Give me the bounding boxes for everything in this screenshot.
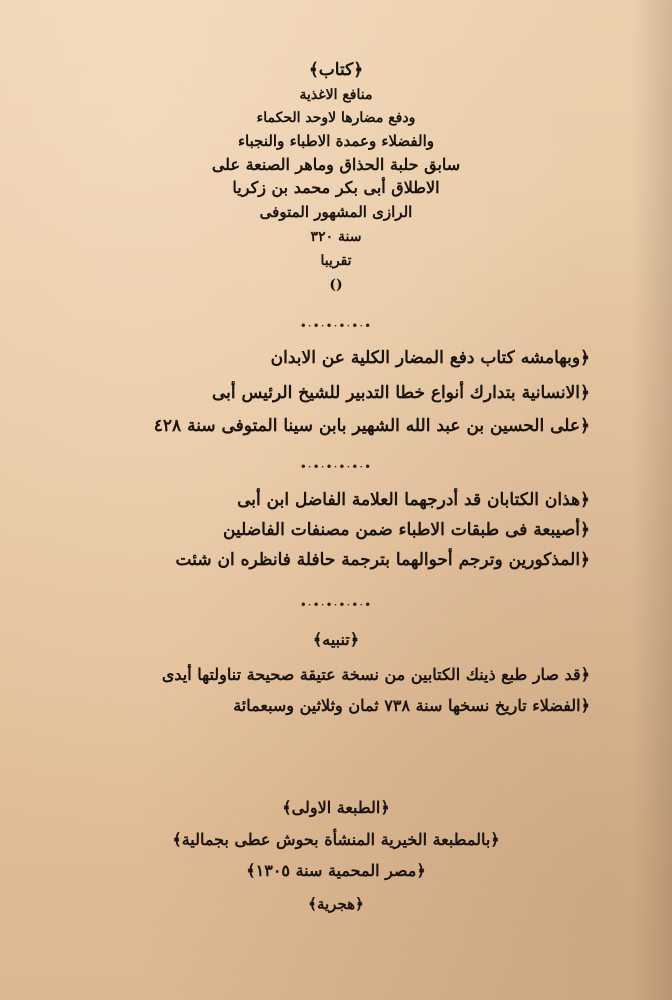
page-edge-shadow — [632, 0, 672, 1000]
title-line: تقريبا — [320, 253, 352, 269]
notice-line: ﴿الفضلاء تاريخ نسخها سنة ٧٣٨ ثمان وثلاثين وسبعمائة — [233, 696, 590, 715]
press-line: ﴿بالمطبعة الخيرية المنشأة بحوش عطى بجمالية﴾ — [172, 830, 500, 849]
notice-line: ﴿قد صار طبع ذينك الكتابين من نسخة عتيقة صحيحة تناولتها أيدى — [161, 665, 590, 684]
note-line: ﴿وبهامشه كتاب دفع المضار الكلية عن الابدان — [270, 348, 590, 368]
closing-mark: () — [329, 277, 343, 293]
ornament-divider: •·•·•·•·•·• — [299, 319, 373, 333]
notice-heading: ﴿تنبيه﴾ — [312, 630, 360, 649]
title-line: الرازى المشهور المتوفى — [259, 203, 413, 221]
note-line: ﴿هذان الكتابان قد أدرجهما العلامة الفاضل ابن أبى — [237, 490, 590, 510]
note-line: ﴿الانسانية بتدارك أنواع خطا التدبير للشيخ الرئيس أبى — [211, 383, 590, 403]
ornament-divider: •·•·•·•·•·• — [299, 460, 373, 474]
note-line: ﴿أصيبعة فى طبقات الاطباء ضمن مصنفات الفاضلين — [223, 520, 590, 540]
note-line: ﴿على الحسين بن عبد الله الشهير بابن سينا المتوفى سنة ٤٢٨ — [153, 416, 590, 436]
title-line: سنة ٣٢٠ — [310, 229, 362, 245]
title-line: ودفع مضارها لاوحد الحكماء — [256, 110, 416, 126]
title-line: الاطلاق أبى بكر محمد بن زكريا — [232, 178, 440, 197]
title-line: سابق حلبة الحذاق وماهر الصنعة على — [211, 155, 461, 174]
edition-label: ﴿الطبعة الاولى﴾ — [282, 798, 390, 817]
note-line: ﴿المذكورين وترجم أحوالهما بترجمة حافلة فانظره ان شئت — [175, 550, 590, 570]
book-label: ﴿كتاب﴾ — [308, 60, 364, 80]
title-line: منافع الاغذية — [299, 87, 373, 103]
era-label: ﴿هجرية﴾ — [308, 895, 364, 913]
ornament-divider: •·•·•·•·•·• — [299, 598, 373, 612]
place-year-line: ﴿مصر المحمية سنة ١٣٠٥﴾ — [246, 861, 426, 880]
title-line: والفضلاء وعمدة الاطباء والنجباء — [238, 132, 434, 150]
